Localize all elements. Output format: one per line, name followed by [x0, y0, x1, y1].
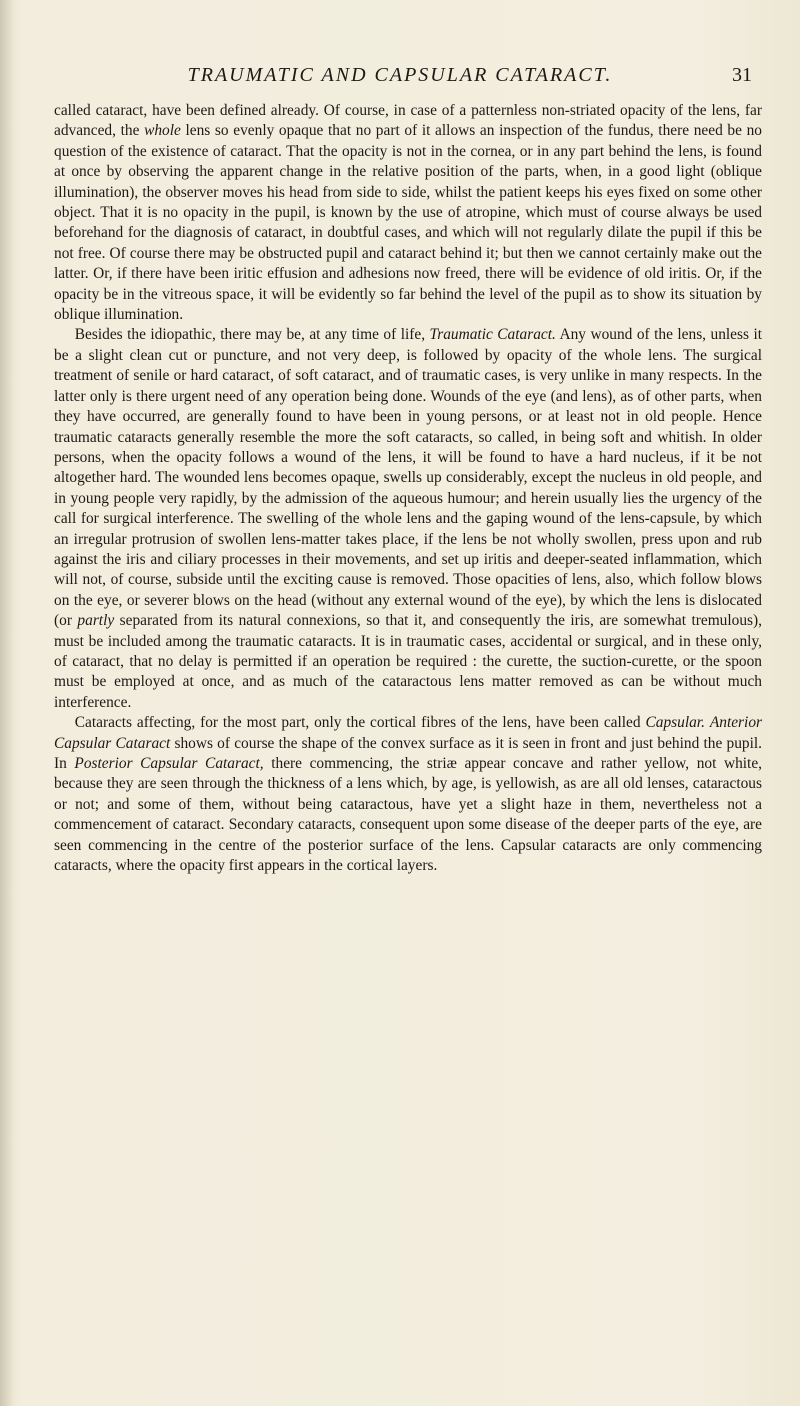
italic-text: Capsular. [645, 714, 705, 732]
running-title: TRAUMATIC AND CAPSULAR CATARACT. [187, 64, 613, 86]
italic-text: Posterior Capsular Cataract, [74, 755, 264, 772]
text-run: lens so evenly opaque that no part of it allows an inspection of the fundus, there need be no question of the existence of cataract. That the opacity is not in the cornea, or in any part behind the lens, is found at once by observing the apparent change in the relative position of the parts, when, in a good light (oblique illumination), the observer moves his head from side to side, whilst the patient keeps his eyes fixed on some other object. That it is no opacity in the pupil, is known by the use of atropine, which must of course always be used beforehand for the diagnosis of cataract, in doubtful cases, and which will not regularly dilate the pupil if this be not free. Of course there may be obstructed pupil and cataract behind it; but then we cannot certainly make out the latter. Or, if there have been iritic effusion and adhesions now freed, there will be evidence of old iritis. Or, if the opacity be in the vitreous space, it will be evidently so far behind the level of the pupil as to show its situation by oblique illumination. [54, 122, 762, 324]
italic-text: partly [77, 612, 115, 630]
text-run: Cataracts affecting, for the most part, only the cortical fibres of the lens, have been called [74, 714, 646, 732]
italic-text: Anterior Capsular Cataract [54, 714, 762, 752]
body-text [54, 101, 762, 876]
page-number: 31 [732, 64, 752, 86]
italic-text: Traumatic Cataract. [429, 326, 556, 344]
running-head [48, 64, 752, 94]
text-run: called cataract, have been defined already. Of course, in case of a patternless non-striated opacity of the lens, far advanced, the [54, 102, 762, 140]
text-run: separated from its natural connexions, so that it, and consequently the iris, are somewhat tremulous), must be included among the traumatic cataracts. It is in traumatic cases, accidental or surgical, and in these only, of cataract, that no delay is permitted if an operation be required : the curette, the suction-curette, or the spoon must be employed at once, and as much of the cataractous lens matter removed as can be without much interference. [54, 612, 762, 711]
paragraph-p3 [54, 713, 762, 876]
spine-shadow [0, 0, 14, 1406]
text-run: there commencing, the striæ appear concave and rather yellow, not white, because they are seen through the thickness of a lens which, by age, is yellowish, as are all old lenses, cataractous or not; and some of them, without being cataractous, have yet a slight haze in them, nevertheless not a commencement of cataract. Secondary cataracts, consequent upon some disease of the deeper parts of the eye, are seen commencing in the centre of the posterior surface of the lens. Capsular cataracts are only commencing cataracts, where the opacity first appears in the cortical layers. [54, 755, 762, 875]
paragraph-p2 [54, 325, 762, 713]
paragraph-p1 [54, 101, 762, 325]
text-run: Besides the idiopathic, there may be, at any time of life, [74, 326, 430, 344]
italic-text: whole [144, 122, 181, 140]
text-run: Any wound of the lens, unless it be a slight clean cut or puncture, and not very deep, is followed by opacity of the whole lens. The surgical treatment of senile or hard cataract, of soft cataract, and of traumatic cases, is very unlike in many respects. In the latter only is there urgent need of any operation being done. Wounds of the eye (and lens), as of other parts, when they have occurred, are generally found to have been in young persons, or at least not in old people. Hence traumatic cataracts generally resemble the more the soft cataracts, so called, in being soft and whitish. In older persons, when the opacity follows a wound of the lens, it will be found to have a hard nucleus, if it be not altogether hard. The wounded lens becomes opaque, swells up considerably, except the nucleus in old people, and in young people very rapidly, by the admission of the aqueous humour; and herein usually lies the urgency of the call for surgical interference. The swelling of the whole lens and the gaping wound of the lens-capsule, by which an irregular protrusion of swollen lens-matter takes place, if the lens be not wholly swollen, press upon and rub against the iris and ciliary processes in their movements, and set up iritis and deeper-seated inflammation, which will not, of course, subside until the exciting cause is removed. Those opacities of lens, also, which follow blows on the eye, or severer blows on the head (without any external wound of the eye), by which the lens is dislocated (or [54, 326, 762, 630]
text-run: shows of course the shape of the convex surface as it is seen in front and just behind the pupil. In [54, 734, 762, 772]
